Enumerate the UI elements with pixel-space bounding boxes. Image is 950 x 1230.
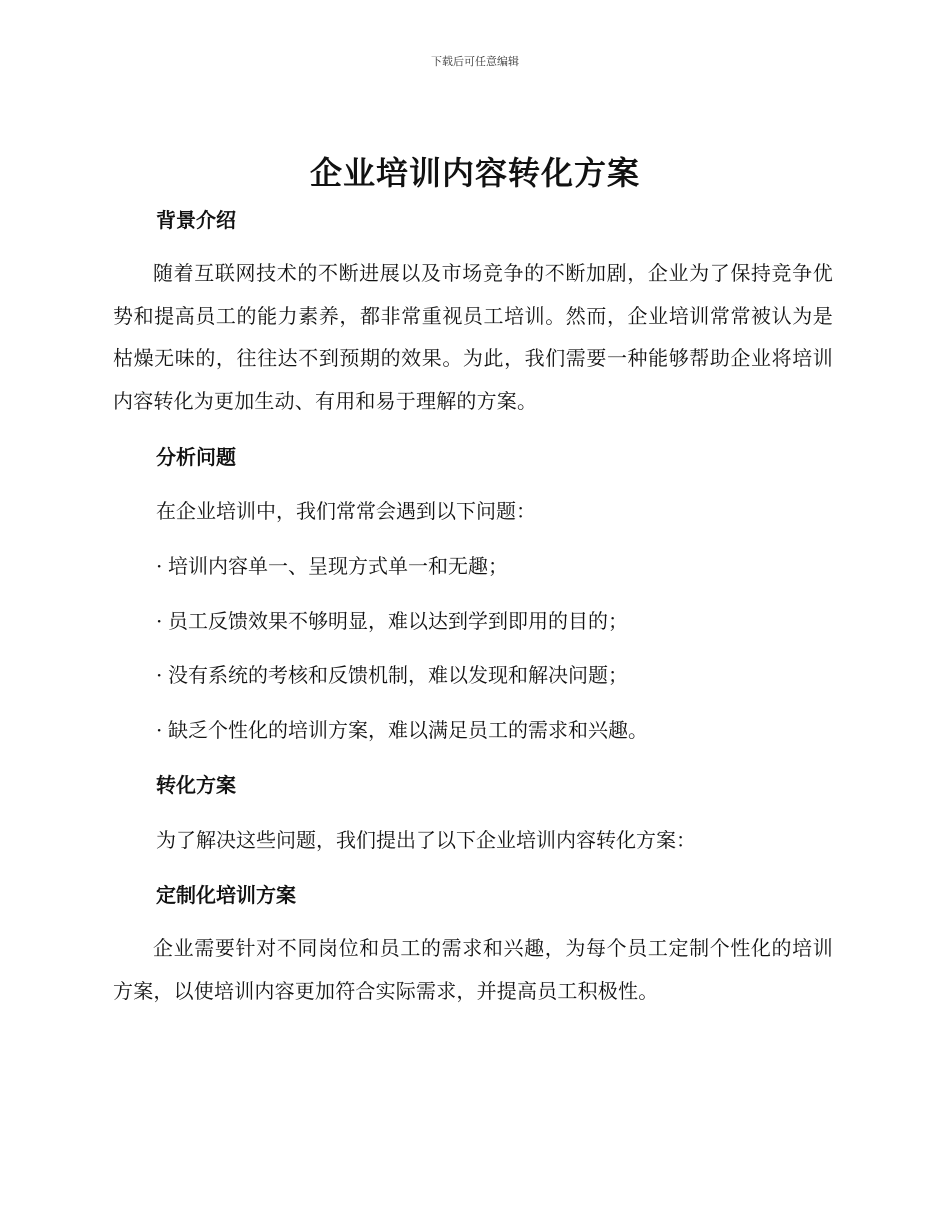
section-heading-analysis: 分析问题 [156, 445, 236, 469]
list-item [113, 609, 876, 633]
list-item [113, 663, 876, 687]
bullet-icon: · [156, 554, 163, 578]
section-heading-custom-training: 定制化培训方案 [156, 883, 296, 907]
document-title: 企业培训内容转化方案 [309, 154, 640, 192]
list-item-text: 员工反馈效果不够明显，难以达到学到即用的目的； [168, 609, 628, 633]
section-heading-solution: 转化方案 [156, 773, 236, 797]
bullet-icon: · [156, 609, 163, 633]
section-heading-background: 背景介绍 [156, 208, 236, 232]
bullet-icon: · [156, 718, 163, 742]
page-header-note: 下载后可任意编辑 [431, 55, 519, 68]
list-item-text: 没有系统的考核和反馈机制，难以发现和解决问题； [168, 663, 628, 687]
background-paragraph: 随着互联网技术的不断进展以及市场竞争的不断加剧，企业为了保持竞争优势和提高员工的能力素养，都非常重视员工培训。然而，企业培训常常被认为是枯燥无味的，往往达不到预期的效果。为此，我们需要一种能够帮助企业将培训内容转化为更加生动、有用和易于理解的方案。 [113, 261, 833, 413]
list-item [113, 718, 876, 742]
list-item [113, 554, 876, 578]
custom-training-paragraph: 企业需要针对不同岗位和员工的需求和兴趣，为每个员工定制个性化的培训方案，以使培训内容更加符合实际需求，并提高员工积极性。 [113, 936, 833, 1003]
analysis-intro: 在企业培训中，我们常常会遇到以下问题： [156, 499, 536, 523]
list-item-text: 缺乏个性化的培训方案，难以满足员工的需求和兴趣。 [168, 718, 648, 742]
list-item-text: 培训内容单一、呈现方式单一和无趣； [168, 554, 508, 578]
solution-intro: 为了解决这些问题，我们提出了以下企业培训内容转化方案： [156, 828, 696, 852]
bullet-icon: · [156, 663, 163, 687]
